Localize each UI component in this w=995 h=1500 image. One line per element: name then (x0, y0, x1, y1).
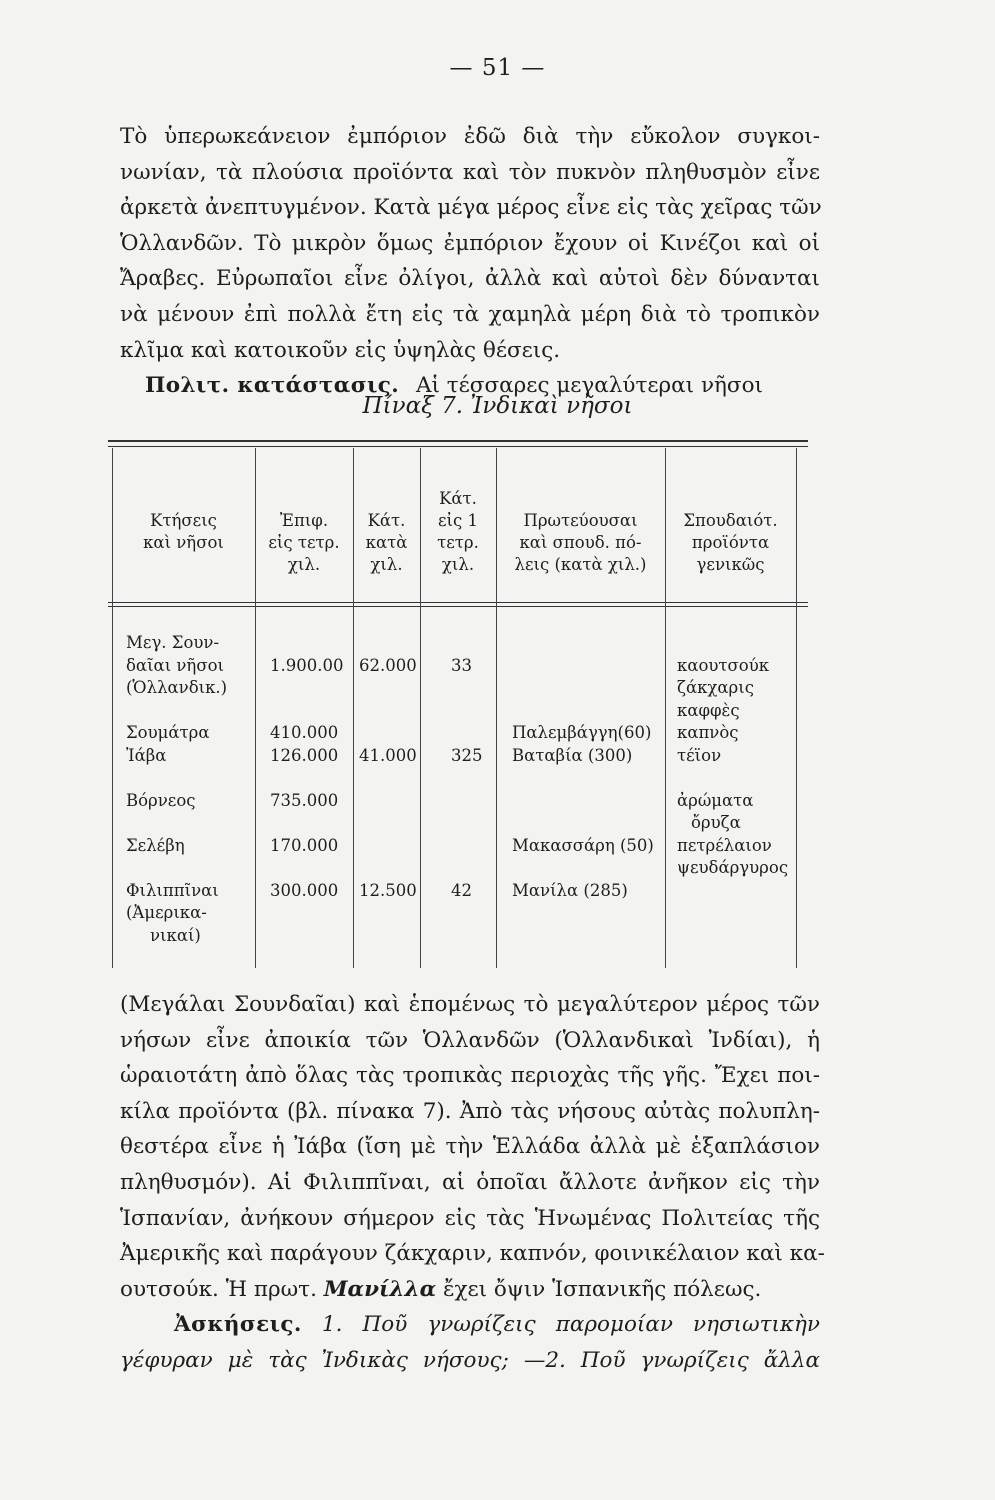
text-line: Ἱσπανίαν, ἀνήκουν σήμερον εἰς τὰς Ἡνωμένας Πολιτείας τῆς (120, 1205, 820, 1231)
text-line: ὡραιοτάτη ἀπὸ ὅλας τὰς τροπικὰς περιοχὰς τῆς γῆς. Ἔχει ποι- (120, 1063, 820, 1089)
page-number: — 51 — (449, 55, 546, 81)
text-line: πληθυσμόν). Αἱ Φιλιππῖναι, αἱ ὁποῖαι ἄλλοτε ἀνῆκον εἰς τὴν (120, 1169, 820, 1195)
text-line-manila: ουτσούκ. Ἡ πρωτ. Μανίλλα ἔχει ὄψιν Ἱσπανικῆς πόλεως. (120, 1276, 762, 1302)
header-products: Σπουδαιότ. προϊόντα γενικῶς (683, 511, 778, 574)
header-population: Κάτ. κατὰ χιλ. (365, 511, 408, 574)
political-heading: Πολιτ. κατάστασις. (145, 373, 400, 399)
exercises-heading: Ἀσκήσεις. (174, 1312, 302, 1338)
text-line: νωνίαν, τὰ πλούσια προϊόντα καὶ τὸν πυκνὸν πληθυσμὸν εἶνε (120, 159, 820, 185)
text-line: ἀρκετὰ ἀνεπτυγμένον. Κατὰ μέγα μέρος εἶνε εἰς τὰς χεῖρας τῶν (120, 195, 822, 221)
islands-table (108, 440, 808, 968)
table-header-rule (108, 602, 808, 603)
column-products: καουτσούκ ζάκχαρις καφφὲς καπνὸς τέϊον ἀρώματα ὄρυζα πετρέλαιον ψευδάργυρος (677, 655, 789, 877)
text-line: νήσων εἶνε ἀποικία τῶν Ὁλλανδῶν (Ὁλλανδικαὶ Ἰνδίαι), ἡ (120, 1027, 820, 1053)
header-possessions: Κτήσεις καὶ νῆσοι (143, 511, 224, 552)
table-caption: Πίναξ 7. Ἰνδικαὶ νῆσοι (362, 393, 633, 419)
table-header-rule-thin (108, 606, 808, 607)
text-line: Ἄραβες. Εὐρωπαῖοι εἶνε ὀλίγοι, ἀλλὰ καὶ αὐτοὶ δὲν δύνανται (120, 266, 820, 292)
column-capitals: Παλεμβάγγη(60) Βαταβία (300) Μακασσάρη (50) Μανίλα (285) (512, 723, 654, 900)
text-line: κίλα προϊόντα (βλ. πίνακα 7). Ἀπὸ τὰς νήσους αὐτὰς πολυπλη- (120, 1098, 820, 1124)
column-density: 33 325 42 (451, 655, 483, 900)
text-line: Τὸ ὑπερωκεάνειον ἐμπόριον ἐδῶ διὰ τὴν εὔκολον συγκοι- (120, 124, 820, 149)
text-line: Ὁλλανδῶν. Τὸ μικρὸν ὅμως ἐμπόριον ἔχουν οἱ Κινέζοι καὶ οἱ (120, 230, 820, 256)
manila-emphasis: Μανίλλα (323, 1276, 437, 1302)
table-top-rule (108, 440, 808, 442)
exercises-line (120, 1307, 820, 1343)
text-line: Ἀμερικῆς καὶ παράγουν ζάκχαριν, καπνόν, φοινικέλαιον καὶ κα- (120, 1241, 825, 1267)
column-area: 1.900.00 410.000 126.000 735.000 170.000 300.000 (270, 655, 344, 900)
exercise-text-cont: γέφυραν μὲ τὰς Ἰνδικὰς νήσους; —2. Ποῦ γνωρίζεις ἄλλα (120, 1347, 820, 1373)
text-line: κλῖμα καὶ κατοικοῦν εἰς ὑψηλὰς θέσεις. (120, 337, 561, 363)
header-capitals: Πρωτεύουσαι καὶ σπουδ. πό- λεις (κατὰ χιλ.) (514, 511, 647, 574)
political-text: Αἱ τέσσαρες μεγαλύτεραι νῆσοι (415, 373, 763, 399)
paragraph-commerce (120, 119, 820, 404)
text-line: νὰ μένουν ἐπὶ πολλὰ ἔτη εἰς τὰ χαμηλὰ μέρη διὰ τὸ τροπικὸν (120, 301, 820, 327)
table-top-rule-thin (108, 446, 808, 447)
text-line: θεστέρα εἶνε ἡ Ἰάβα (ἴση μὲ τὴν Ἑλλάδα ἀλλὰ μὲ ἑξαπλάσιον (120, 1134, 820, 1160)
header-density: Κάτ. εἰς 1 τετρ. χιλ. (437, 489, 479, 574)
column-possessions: Μεγ. Σουν- δαῖαι νῆσοι (Ὁλλανδικ.) Σουμάτρα Ἰάβα Βόρνεος Σελέβη Φιλιππῖναι (Ἀμερικα- νικαί) (126, 633, 228, 945)
table-border-right (796, 448, 797, 968)
text-line: (Μεγάλαι Σουνδαῖαι) καὶ ἑπομένως τὸ μεγαλύτερον μέρος τῶν (120, 992, 820, 1017)
header-area: Ἐπιφ. εἰς τετρ. χιλ. (268, 511, 340, 574)
exercise-text: 1. Ποῦ γνωρίζεις παρομοίαν νησιωτικὴν (321, 1312, 820, 1338)
paragraph-colonies (120, 987, 825, 1379)
column-population: 62.000 41.000 12.500 (359, 655, 417, 900)
